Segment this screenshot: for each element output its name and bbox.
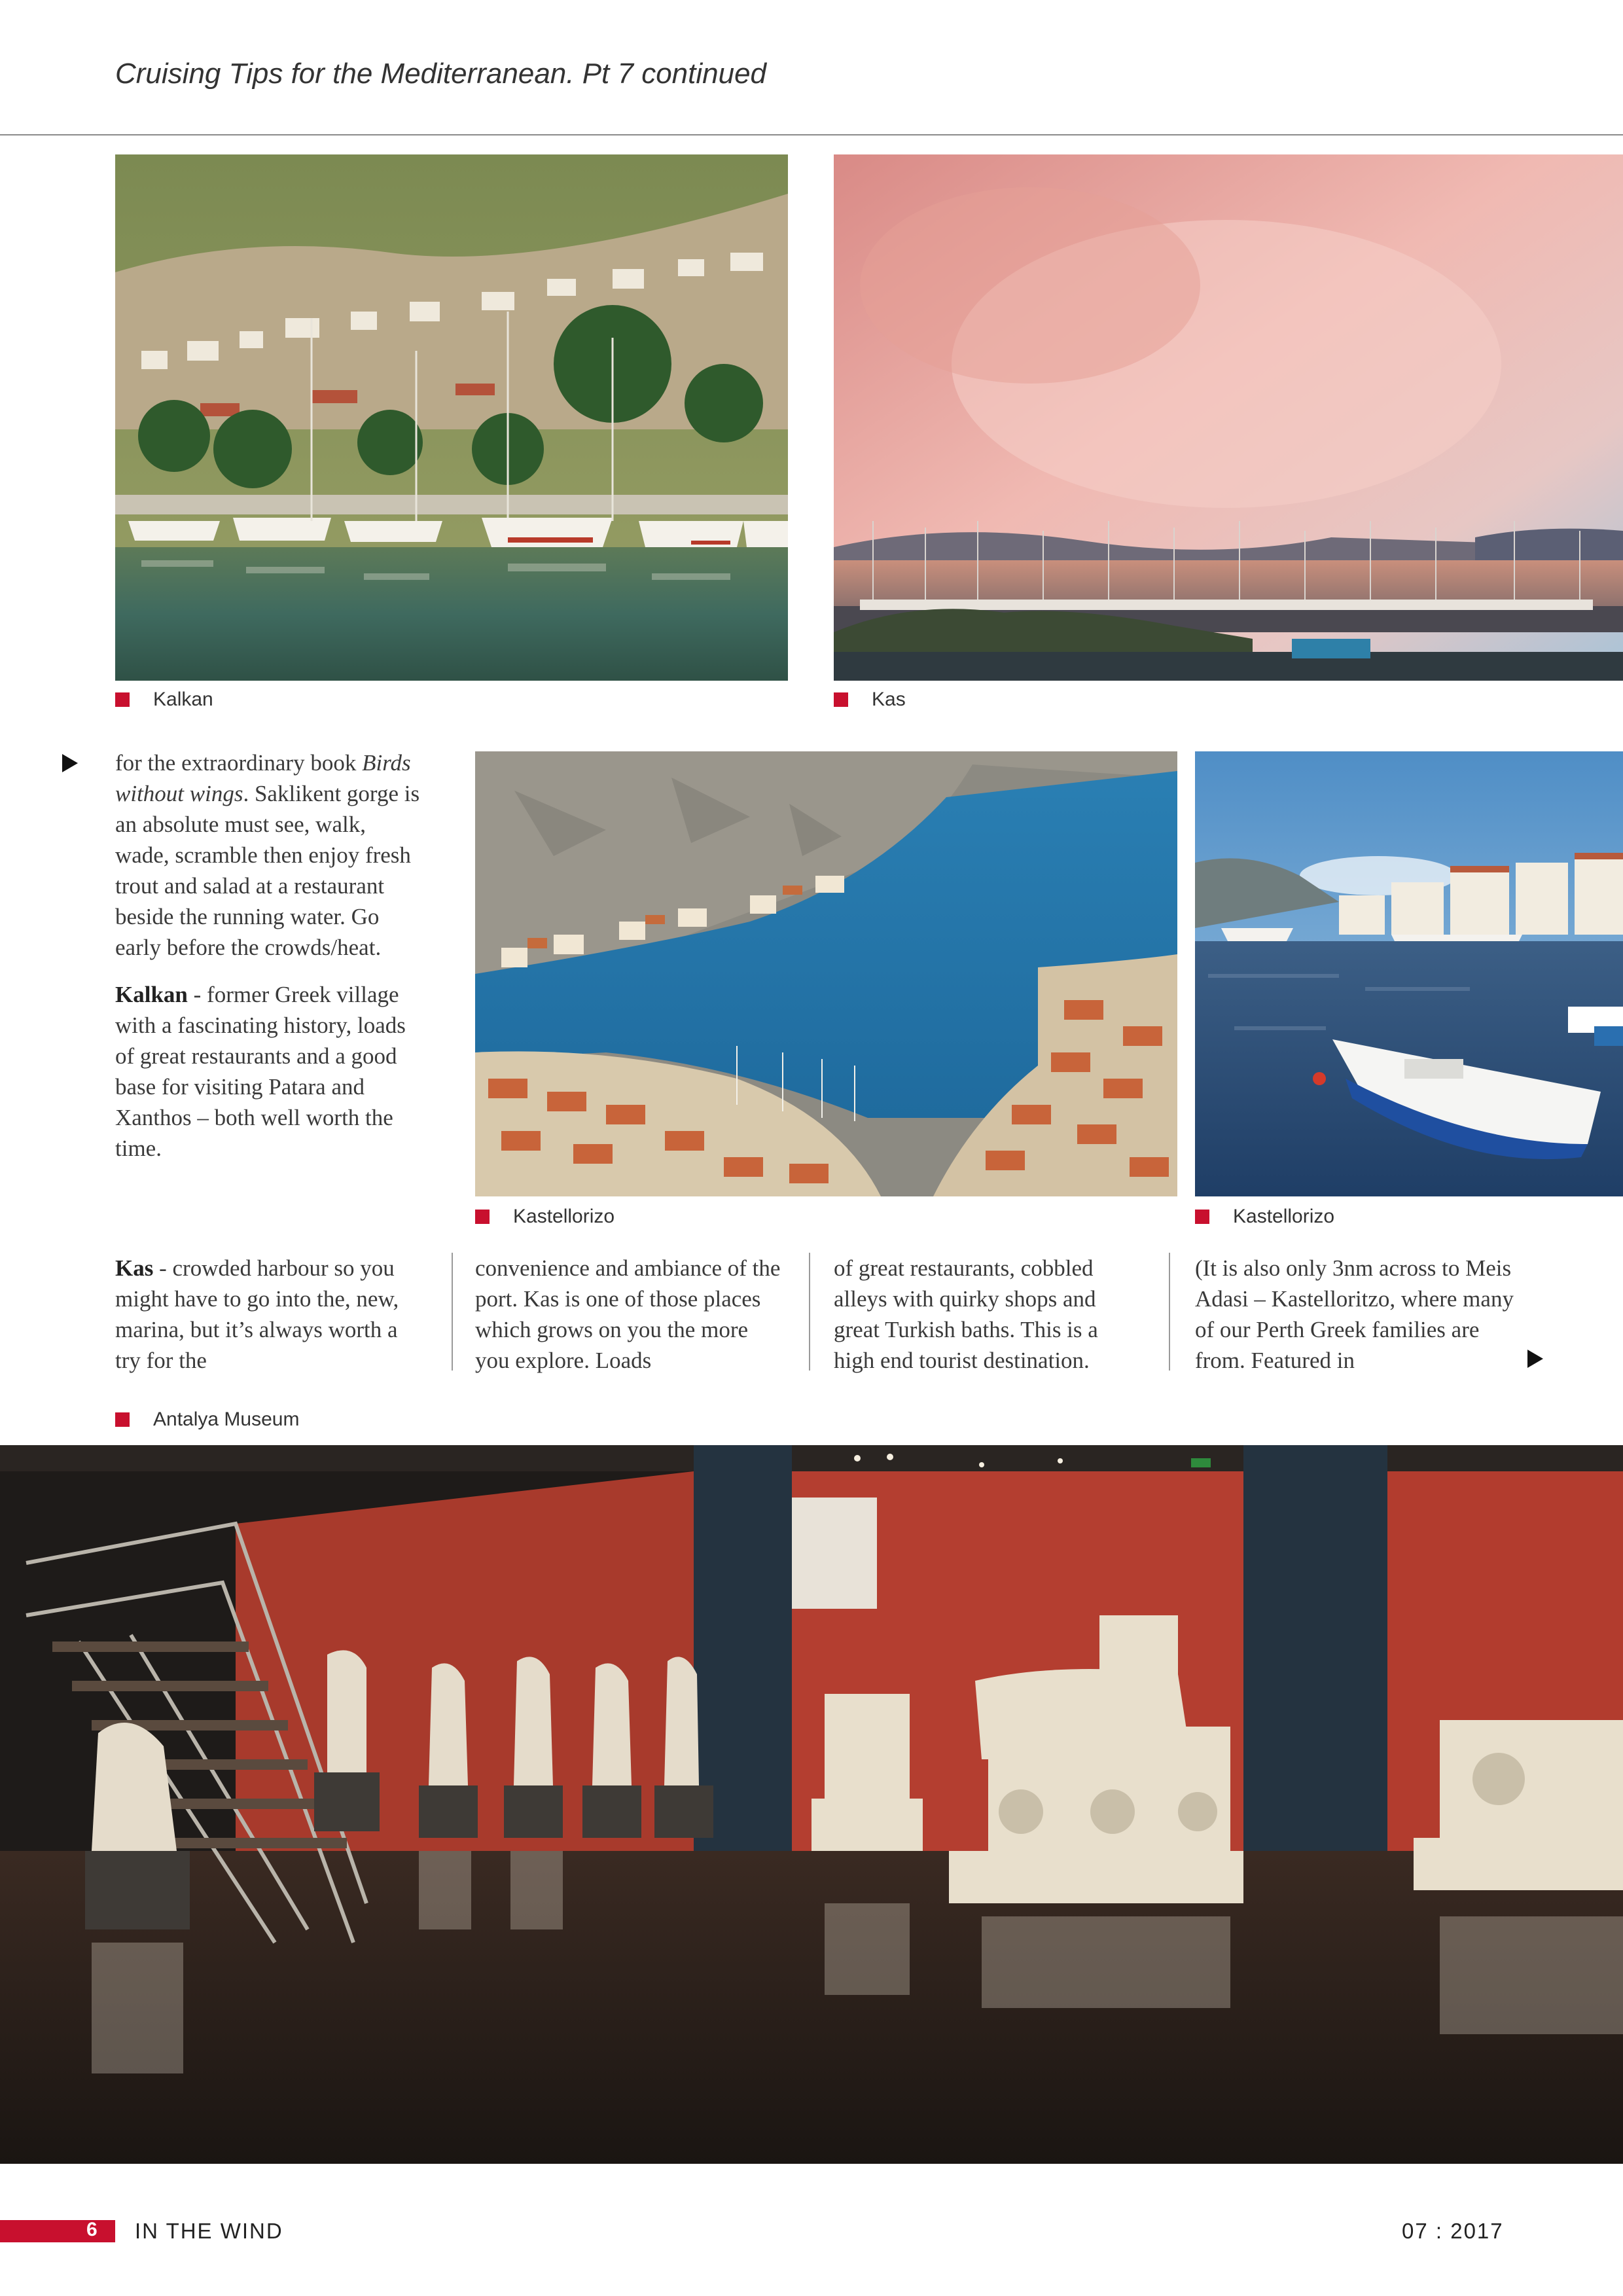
caption-kastellorizo-harbour: [1195, 1204, 1334, 1229]
caption-marker: [115, 1412, 130, 1427]
paragraph-kas: [115, 1253, 410, 1376]
article-column-1: [115, 1253, 410, 1376]
continued-arrow-icon: [62, 754, 78, 772]
caption-marker: [475, 1210, 490, 1224]
caption-kas: [834, 687, 906, 712]
article-column-left: [115, 747, 423, 1164]
caption-text: Kalkan: [153, 689, 213, 710]
header-divider: [0, 134, 1623, 135]
article-column-3: [834, 1253, 1141, 1376]
photo-kastellorizo-aerial: [475, 751, 1177, 1196]
text-saklikent: . Saklikent gorge is an absolute must see, walk, wade, scramble then enjoy fresh trout and salad at a restaurant beside the running water. Go early before the crowds/heat.: [115, 781, 420, 960]
footer-accent-bar: [0, 2220, 115, 2242]
caption-text: Kas: [872, 689, 906, 710]
paragraph-kalkan: [115, 979, 423, 1164]
continued-next-arrow-icon: [1527, 1350, 1543, 1368]
text-continued: for the extraordinary book: [115, 750, 357, 776]
article-column-4: [1195, 1253, 1516, 1376]
caption-kalkan: [115, 687, 213, 712]
photo-kalkan: [115, 154, 788, 681]
article-column-2: [475, 1253, 783, 1376]
issue-date: 07 : 2017: [1402, 2219, 1504, 2243]
paragraph-saklikent: [115, 747, 423, 963]
book-title: Birds without wings: [115, 750, 411, 806]
page-number: 6: [86, 2219, 98, 2240]
photo-antalya-museum: [0, 1445, 1623, 2164]
paragraph-col4: (It is also only 3nm across to Meis Adasi – Kastelloritzo, where many of our Perth Greek families are from. Featured in: [1195, 1255, 1514, 1373]
caption-marker: [834, 692, 848, 707]
text-kalkan: - former Greek village with a fascinating history, loads of great restaurants and a good base for visiting Patara and Xanthos – both well worth the time.: [115, 982, 406, 1161]
column-divider: [1169, 1253, 1170, 1371]
column-divider: [452, 1253, 453, 1371]
photo-kas: [834, 154, 1623, 681]
text-kas: - crowded harbour so you might have to go into the, new, marina, but it’s always worth a try for the: [115, 1255, 399, 1373]
caption-marker: [115, 692, 130, 707]
paragraph-col2: convenience and ambiance of the port. Kas is one of those places which grows on you the more you explore. Loads: [475, 1255, 781, 1373]
page-header-title: Cruising Tips for the Mediterranean. Pt 7 continued: [115, 58, 767, 90]
caption-text: Kastellorizo: [1233, 1206, 1335, 1227]
publication-name: IN THE WIND: [135, 2219, 283, 2243]
photo-kastellorizo-harbour: [1195, 751, 1623, 1196]
caption-text: Kastellorizo: [513, 1206, 615, 1227]
heading-kalkan: Kalkan: [115, 982, 188, 1007]
heading-kas: Kas: [115, 1255, 154, 1281]
caption-kastellorizo-aerial: [475, 1204, 615, 1229]
caption-antalya-museum: [115, 1407, 299, 1432]
caption-marker: [1195, 1210, 1209, 1224]
paragraph-col3: of great restaurants, cobbled alleys with quirky shops and great Turkish baths. This is a high end tourist destination.: [834, 1255, 1098, 1373]
column-divider: [809, 1253, 810, 1371]
caption-text: Antalya Museum: [153, 1408, 300, 1430]
